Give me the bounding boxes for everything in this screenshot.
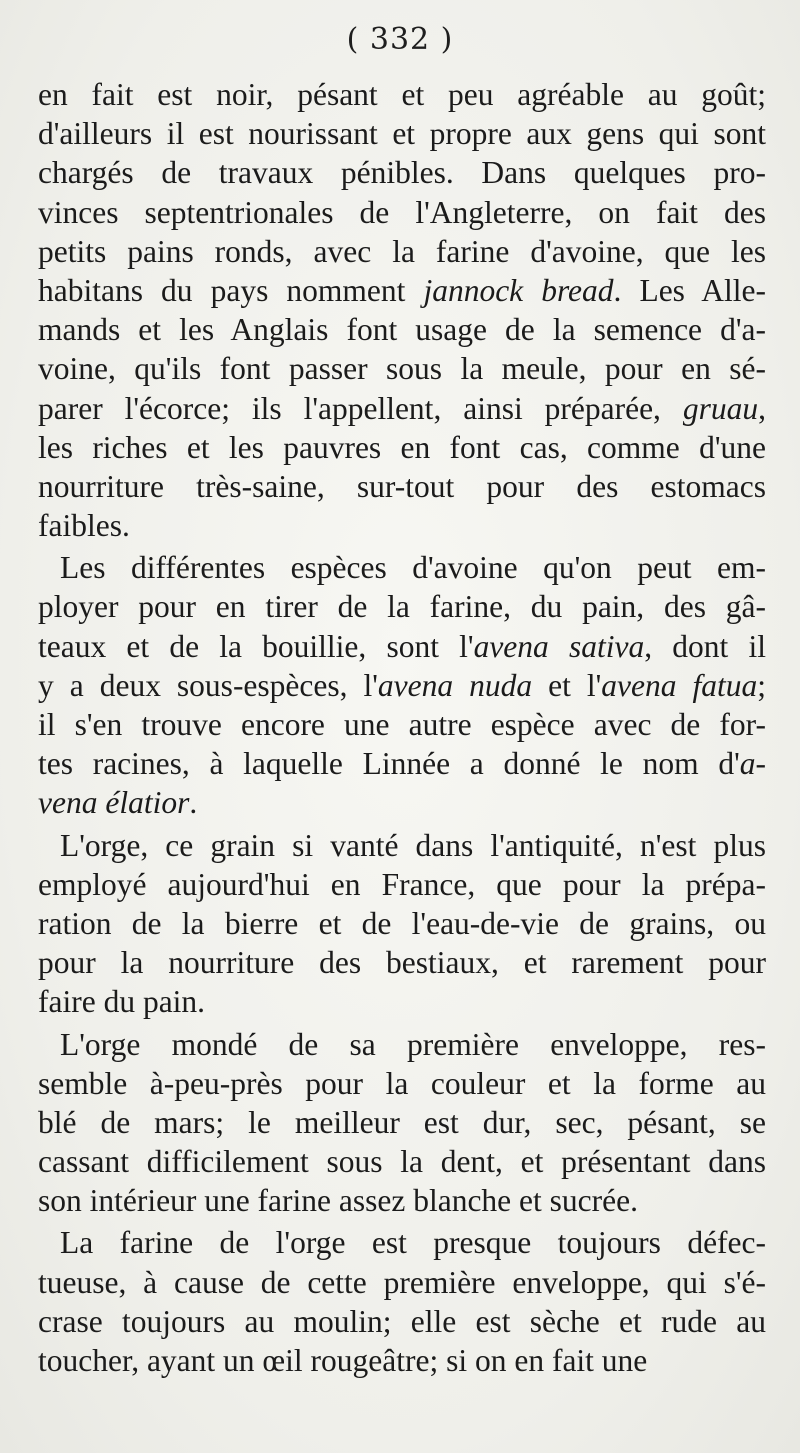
paragraph: [38, 1025, 766, 1221]
text-run: ;: [757, 667, 766, 703]
text-line: [38, 193, 766, 232]
text-line: [38, 1025, 766, 1064]
text-run: les riches et les pauvres en font cas, comme d'une: [38, 429, 766, 465]
text-run: tes racines, à laquelle Linnée a donné le nom d': [38, 746, 740, 782]
text-line: [38, 1263, 766, 1302]
italic-term: avena fatua: [601, 667, 758, 703]
text-run: petits pains ronds, avec la farine d'avoine, que les: [38, 233, 766, 269]
text-run: nourriture très-saine, sur-tout pour des estomacs: [38, 468, 766, 504]
text-line: [38, 627, 766, 666]
italic-term: gruau: [682, 390, 759, 426]
text-line: [38, 1341, 766, 1380]
paragraph: [38, 548, 766, 822]
text-run: et l': [532, 667, 602, 703]
text-line: [38, 865, 766, 904]
text-run: son intérieur une farine assez blanche et sucrée.: [38, 1183, 638, 1219]
text-run: blé de mars; le meilleur est dur, sec, pésant, se: [38, 1104, 766, 1140]
italic-term: vena élatior: [38, 785, 190, 821]
text-run: employé aujourd'hui en France, que pour la prépa-: [38, 866, 766, 902]
italic-term: avena sativa: [473, 628, 645, 664]
text-line: [38, 1181, 766, 1220]
page-number: ( 332 ): [346, 22, 454, 57]
text-line: [38, 389, 766, 428]
text-run: ployer pour en tirer de la farine, du pain, des gâ-: [38, 589, 766, 625]
paragraph: [38, 75, 766, 545]
text-line: [38, 349, 766, 388]
text-line: [38, 783, 766, 822]
text-line: [38, 587, 766, 626]
text-run: toucher, ayant un œil rougeâtre; si on en fait une: [38, 1343, 648, 1378]
text-run: mands et les Anglais font usage de la semence d'a-: [38, 312, 766, 348]
text-run: .: [189, 785, 198, 821]
text-line: [38, 75, 766, 114]
text-line: [38, 153, 766, 192]
text-run: voine, qu'ils font passer sous la meule, pour en sé-: [38, 351, 766, 387]
text-run: ,: [758, 390, 766, 426]
text-run: y a deux sous-espèces, l': [38, 667, 378, 703]
text-line: [38, 428, 766, 467]
text-run: La farine de l'orge est presque toujours défec-: [60, 1225, 766, 1261]
text-line: [38, 310, 766, 349]
paragraph: [38, 826, 766, 1022]
paragraph: [38, 1223, 766, 1380]
text-line: [38, 1302, 766, 1341]
text-run: tueuse, à cause de cette première enveloppe, qui s'é-: [38, 1264, 766, 1300]
text-run: chargés de travaux pénibles. Dans quelques pro-: [38, 155, 766, 191]
text-line: [38, 1223, 766, 1262]
text-line: [38, 114, 766, 153]
text-run: . Les Alle-: [613, 272, 766, 308]
italic-term: jannock bread: [423, 272, 614, 308]
text-run: faibles.: [38, 508, 130, 544]
text-run: parer l'écorce; ils l'appellent, ainsi préparée,: [38, 390, 683, 426]
text-run: habitans du pays nomment: [38, 272, 424, 308]
text-line: [38, 1142, 766, 1181]
text-run: cassant difficilement sous la dent, et présentant dans: [38, 1144, 766, 1180]
text-run: Les différentes espèces d'avoine qu'on peut em-: [60, 550, 766, 586]
text-line: [38, 548, 766, 587]
text-line: [38, 1064, 766, 1103]
text-run: faire du pain.: [38, 984, 206, 1020]
text-line: [38, 744, 766, 783]
text-line: [38, 467, 766, 506]
text-line: [38, 1103, 766, 1142]
text-line: [38, 506, 766, 545]
italic-term: a-: [739, 746, 766, 782]
italic-term: avena nuda: [377, 667, 533, 703]
text-run: d'ailleurs il est nourissant et propre aux gens qui sont: [38, 116, 766, 152]
text-run: L'orge mondé de sa première enveloppe, res-: [60, 1026, 766, 1062]
text-line: [38, 666, 766, 705]
text-run: semble à-peu-près pour la couleur et la forme au: [38, 1065, 766, 1101]
text-line: [38, 904, 766, 943]
text-run: teaux et de la bouillie, sont l': [38, 628, 474, 664]
text-line: [38, 982, 766, 1021]
text-run: , dont il: [644, 628, 766, 664]
text-line: [38, 826, 766, 865]
text-run: vinces septentrionales de l'Angleterre, on fait des: [38, 194, 766, 230]
text-run: en fait est noir, pésant et peu agréable au goût;: [38, 77, 766, 112]
text-run: il s'en trouve encore une autre espèce avec de for-: [38, 707, 766, 742]
text-line: [38, 232, 766, 271]
text-line: [38, 271, 766, 310]
text-run: ration de la bierre et de l'eau-de-vie de grains, ou: [38, 905, 766, 941]
text-run: crase toujours au moulin; elle est sèche et rude au: [38, 1303, 766, 1339]
page-text: [38, 75, 766, 1380]
text-run: pour la nourriture des bestiaux, et rarement pour: [38, 945, 766, 981]
text-run: L'orge, ce grain si vanté dans l'antiquité, n'est plus: [60, 827, 766, 863]
text-line: [38, 705, 766, 744]
text-line: [38, 943, 766, 982]
